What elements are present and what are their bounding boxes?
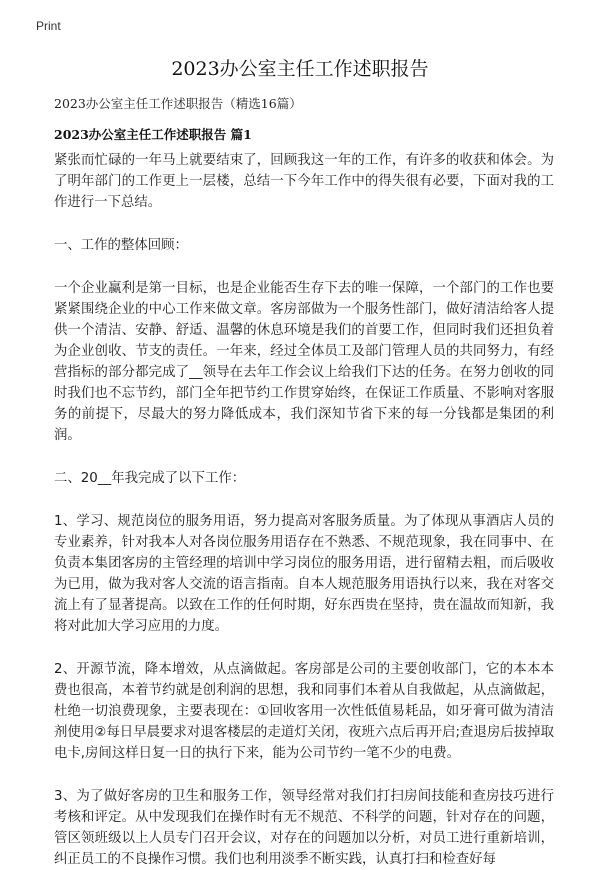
document-subtitle: 2023办公室主任工作述职报告（精选16篇） [54, 96, 302, 111]
overview-paragraph: 一个企业赢利是第一目标，也是企业能否生存下去的唯一保障，一个部门的工作也要紧紧围绕企业的中心工作来做文章。客房部做为一个服务性部门，做好清洁给客人提供一个清洁、安静、舒适、温馨的休息环境是我们的首要工作，但同时我们还担负着为企业创收、节支的责任。一年来，经过全体员工及部门管理人员的共同努力，有经营指标的部分都完成了__领导在去年工作会议上给我们下达的任务。在努力创收的同时我们也不忘节约，部门全年把节约工作贯穿始终，在保证工作质量、不影响对客服务的前提下，尽最大的努力降低成本，我们深知节省下来的每一分钱都是集团的利润。 [54, 281, 554, 443]
work-item-3: 3、为了做好客房的卫生和服务工作，领导经常对我们打扫房间技能和查房技巧进行考核和评定。从中发现我们在操作时有无不规范、不科学的问题，针对存在的问题，管区领班级以上人员专门召开会议，对存在的问题加以分析，对员工进行重新培训，纠正员工的不良操作习惯。我们也利用淡季不断实践，认真打扫和检查好每 [54, 789, 554, 867]
heading-completed-work: 二、20__年我完成了以下工作： [54, 471, 246, 486]
work-item-2: 2、开源节流，降本增效，从点滴做起。客房部是公司的主要创收部门，它的本本本费也很高，本着节约就是创利润的思想，我和同事们本着从自我做起，从点滴做起，杜绝一切浪费现象，主要表现在：①回收客用一次性低值易耗品，如牙膏可做为清洁剂使用②每日早晨要求对退客楼层的走道灯关闭，夜班六点后再开启;查退房后拔掉取电卡,房间这样日复一日的执行下来，能为公司节约一笔不少的电费。 [54, 662, 554, 761]
document-body [54, 150, 554, 870]
print-link[interactable]: Print [36, 19, 61, 33]
intro-paragraph: 紧张而忙碌的一年马上就要结束了，回顾我这一年的工作，有许多的收获和体会。为了明年部门的工作更上一层楼，总结一下今年工作中的得失很有必要，下面对我的工作进行一下总结。 [54, 153, 554, 210]
work-item-1: 1、学习、规范岗位的服务用语，努力提高对客服务质量。为了体现从事酒店人员的专业素养，针对我本人对各岗位服务用语存在不熟悉、不规范现象，我在同事中、在负责本集团客房的主管经理的培训中学习岗位的服务用语，进行留精去粗，而后吸收为已用，做为我对客人交流的语言指南。自本人规范服务用语执行以来，我在对客交流上有了显著提高。以致在工作的任何时期，好东西贵在坚持，贵在温故而知新，我将对此加大学习应用的力度。 [54, 514, 554, 634]
document-title: 2023办公室主任工作述职报告 [171, 58, 429, 80]
section-heading: 2023办公室主任工作述职报告 篇1 [54, 127, 252, 142]
heading-overview: 一、工作的整体回顾： [54, 238, 188, 253]
